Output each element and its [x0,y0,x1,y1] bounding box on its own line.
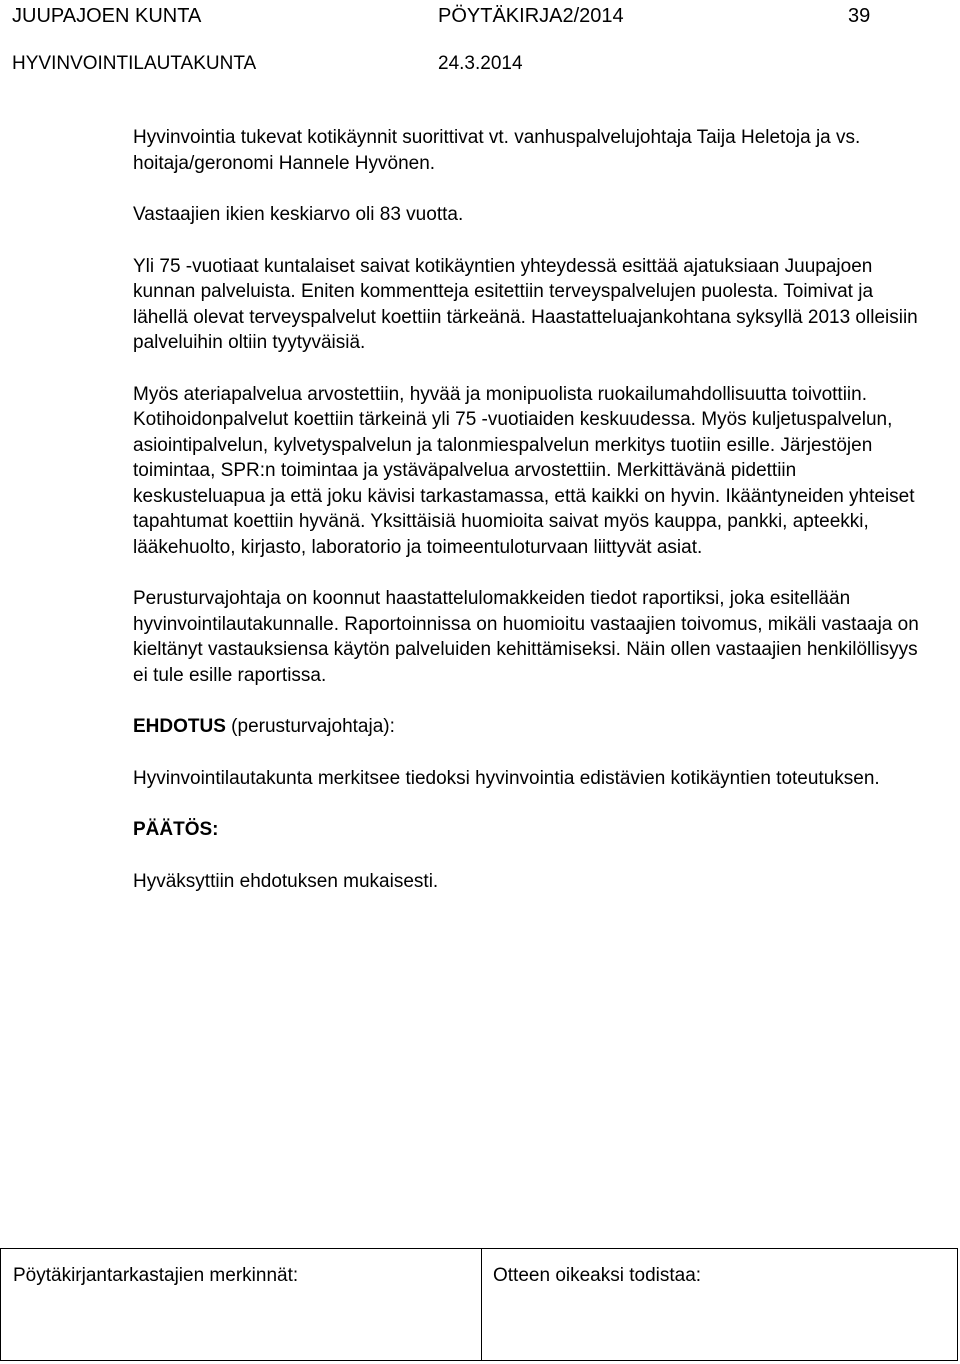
meeting-date: 24.3.2014 [438,53,523,74]
document-type: PÖYTÄKIRJA2/2014 [438,5,624,27]
paragraph-report: Perusturvajohtaja on koonnut haastattelulomakkeiden tiedot raportiksi, joka esitellään hyvinvointilautakunnalle. Raportoinnissa on huomioitu vastaajien toivomus, mikäli vastaaja on kieltänyt vastauksiensa käytön palveluiden kehittämiseksi. Näin ollen vastaajien henkilöllisyys ei tule esille raportissa. [133,588,919,686]
paragraph-average-age: Vastaajien ikien keskiarvo oli 83 vuotta. [133,204,464,225]
signature-divider [481,1249,482,1360]
paragraph-health-services: Yli 75 -vuotiaat kuntalaiset saivat kotikäyntien yhteydessä esittää ajatuksiaan Juupajoen kunnan palveluista. Eniten kommentteja esitettiin terveyspalvelujen puolesta. Toimivat ja lähellä olevat terveyspalvelut koettiin tärkeänä. Haastatteluajankohtana syksyllä 2013 olleisiin palveluihin oltiin tyytyväisiä. [133,255,918,353]
reviewers-notes-label: Pöytäkirjantarkastajien merkinnät: [13,1265,299,1286]
decision-heading: PÄÄTÖS: [133,819,219,840]
signature-box [0,1248,958,1361]
proposal-heading: EHDOTUS [133,716,226,737]
paragraph-other-services: Myös ateriapalvelua arvostettiin, hyvää ja monipuolista ruokailumahdollisuutta toivottiin. Kotihoidonpalvelut koettiin tärkeinä yli 75 -vuotiaiden keskuudessa. Myös kuljetuspalvelun, asiointipalvelun, kylvetyspalvelun ja talonmiespalvelun merkitys tuotiin esille. Järjestöjen toimintaa, SPR:n toimintaa ja ystäväpalvelua arvostettiin. Merkittävänä pidettiin keskusteluapua ja että joku kävisi tarkastamassa, että kaikki on hyvin. Ikääntyneiden yhteiset tapahtumat koettiin hyvänä. Yksittäisiä huomioita saivat myös kauppa, pankki, apteekki, lääkehuolto, kirjasto, laboratorio ja toimeentuloturvaan liittyvät asiat. [133,383,915,558]
decision-text: Hyväksyttiin ehdotuksen mukaisesti. [133,870,439,892]
proposal-heading-line [133,714,933,740]
proposal-text: Hyvinvointilautakunta merkitsee tiedoksi hyvinvointia edistävien kotikäyntien toteutuksen. [133,767,880,789]
paragraph-visitors: Hyvinvointia tukevat kotikäynnit suorittivat vt. vanhuspalvelujohtaja Taija Heletoja ja vs. hoitaja/geronomi Hannele Hyvönen. [133,127,861,174]
committee-name: HYVINVOINTILAUTAKUNTA [12,53,257,74]
certified-copy-label: Otteen oikeaksi todistaa: [493,1265,702,1286]
proposal-author: (perusturvajohtaja): [225,716,395,737]
organization-name: JUUPAJOEN KUNTA [12,5,202,27]
page-number: 39 [848,5,871,27]
document-body [133,125,933,894]
